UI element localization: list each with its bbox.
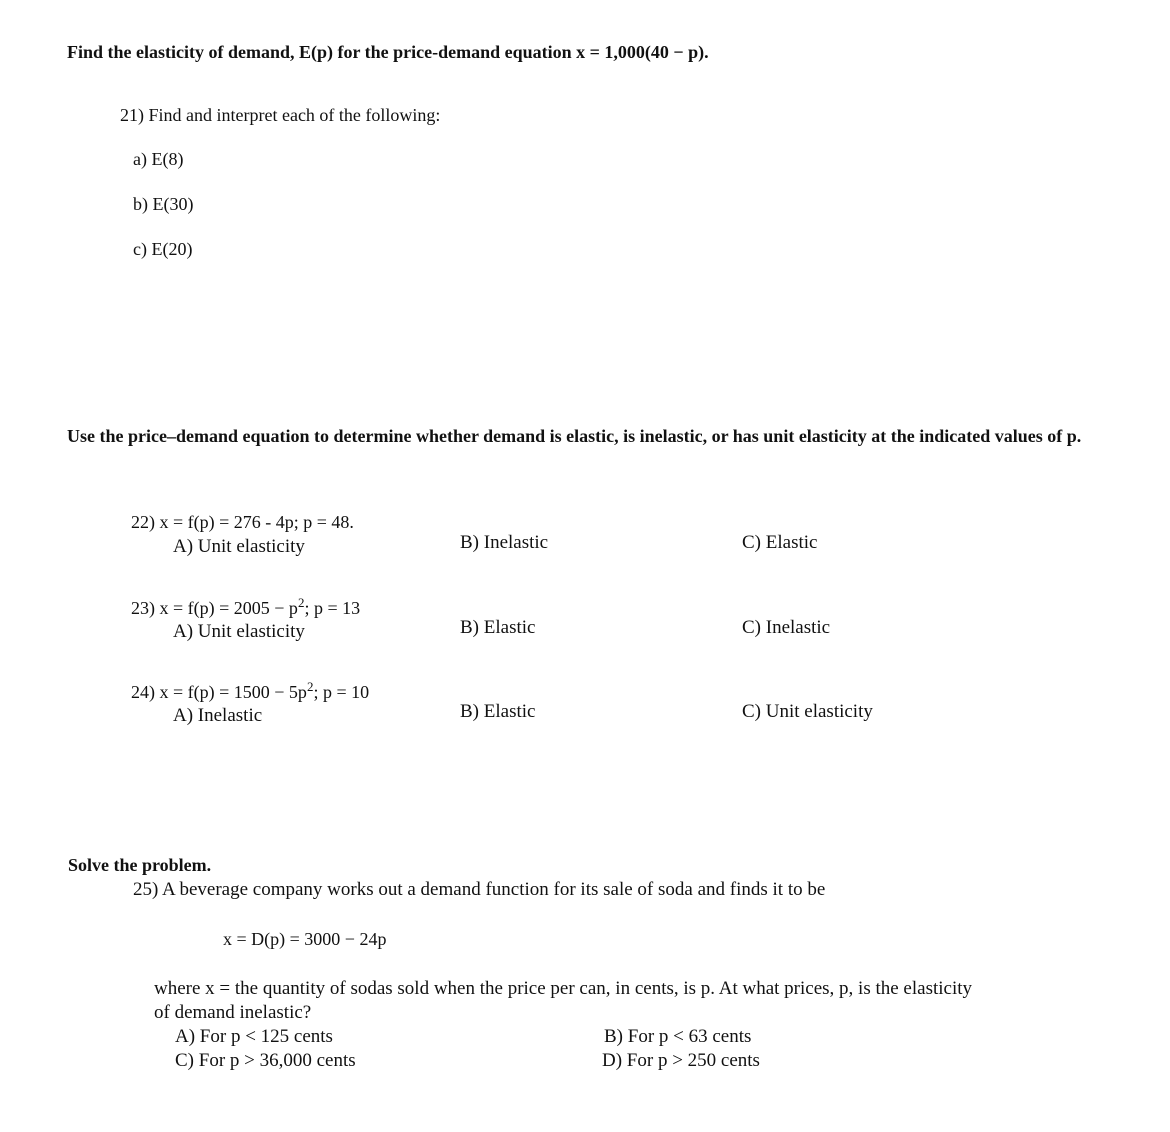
question-25-option-c: C) For p > 36,000 cents (175, 1050, 356, 1071)
question-23-option-a: A) Unit elasticity (173, 621, 305, 642)
question-24-option-a: A) Inelastic (173, 705, 263, 726)
question-24-option-b: B) Elastic (460, 701, 536, 722)
question-22-option-c: C) Elastic (742, 532, 818, 553)
question-24-stem: 24) $x = f(p) = 1500 - 5p^2$; p = 10 (131, 679, 370, 702)
question-21-part-a: a) E(8) (133, 149, 184, 169)
question-22-option-a: A) Unit elasticity (173, 536, 305, 557)
question-25-equation: x = D(p) = 3000 − 24p (223, 929, 387, 949)
question-25-option-b: B) For p < 63 cents (604, 1026, 752, 1047)
question-21-part-b: b) E(30) (133, 194, 194, 214)
question-23-option-c: C) Inelastic (742, 617, 831, 638)
question-25-stem: 25) A beverage company works out a demand function for its sale of soda and finds it to be (133, 879, 826, 900)
question-21-part-c: c) E(20) (133, 239, 193, 259)
question-23-stem: 23) $x = f(p) = 2005 - p^2$; p = 13 (131, 595, 361, 618)
question-22-option-b: B) Inelastic (460, 532, 549, 553)
question-23-option-b: B) Elastic (460, 617, 536, 638)
question-22-stem: 22) x = f(p) = 276 - 4p; p = 48. (131, 512, 354, 532)
question-21-prompt: 21) Find and interpret each of the following: (120, 105, 441, 125)
question-25-option-d: D) For p > 250 cents (602, 1050, 760, 1071)
question-25-option-a: A) For p < 125 cents (175, 1026, 333, 1047)
section-2-heading: Use the price–demand equation to determine whether demand is elastic, is inelastic, or has unit elasticity at the indicated values of p. (67, 426, 1082, 446)
question-25-text: where x = the quantity of sodas sold when the price per can, in cents, is p. At what prices, p, is the elasticity of demand inelastic? (154, 978, 973, 1023)
section-1-heading: Find the elasticity of demand, E(p) for the price-demand equation x = 1,000(40 − p). (67, 42, 709, 62)
question-24-exponent: 2 (306, 679, 314, 694)
question-23-exponent: 2 (297, 595, 305, 610)
question-24-option-c: C) Unit elasticity (742, 701, 873, 722)
section-3-heading: Solve the problem. (68, 855, 212, 875)
